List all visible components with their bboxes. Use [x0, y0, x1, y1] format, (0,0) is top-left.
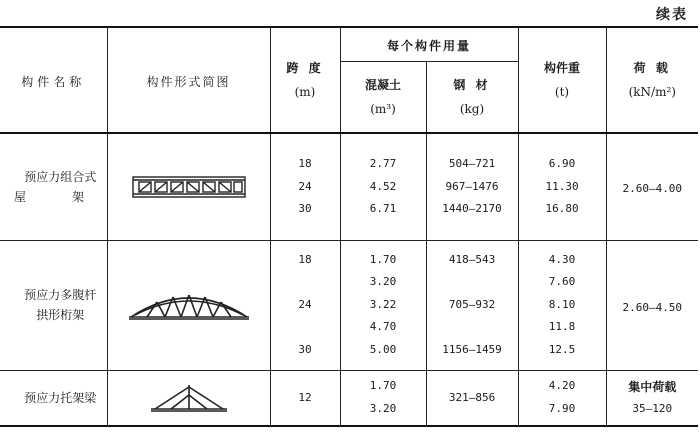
table-row	[0, 370, 698, 426]
row2-load: 2.60—4.50	[606, 240, 698, 370]
arched-truss-diagram	[107, 240, 270, 370]
row2-spans: 18 24 30	[270, 240, 340, 370]
row3-weight: 4.20 7.90	[518, 370, 606, 426]
header-name: 构件名称	[0, 27, 107, 133]
header-concrete: 混凝土 (m³)	[340, 61, 426, 133]
row1-concrete: 2.77 4.52 6.71	[340, 133, 426, 240]
row2-steel: 418—543 705—932 1156—1459	[426, 240, 518, 370]
table-row	[0, 240, 698, 370]
table-row	[0, 133, 698, 240]
continued-label: 续表	[656, 7, 688, 23]
header-span: 跨 度 (m)	[270, 27, 340, 133]
component-table	[0, 26, 698, 427]
row1-name: 预应力组合式 屋 架	[0, 133, 107, 240]
row2-name: 预应力多腹杆 拱形桁架	[0, 240, 107, 370]
header-weight: 构件重 (t)	[518, 27, 606, 133]
row1-weight: 6.90 11.30 16.80	[518, 133, 606, 240]
header-load: 荷 载 (kN/m²)	[606, 27, 698, 133]
composite-truss-diagram	[107, 133, 270, 240]
row1-steel: 504—721 967—1476 1440—2170	[426, 133, 518, 240]
row2-concrete: 1.70 3.20 3.22 4.70 5.00	[340, 240, 426, 370]
row3-spans: 12	[270, 370, 340, 426]
row1-spans: 18 24 30	[270, 133, 340, 240]
row1-load: 2.60—4.00	[606, 133, 698, 240]
row3-load: 集中荷载 35—120	[606, 370, 698, 426]
row3-concrete: 1.70 3.20	[340, 370, 426, 426]
row2-weight: 4.30 7.60 8.10 11.8 12.5	[518, 240, 606, 370]
row3-steel: 321—856	[426, 370, 518, 426]
header-steel: 钢 材 (kg)	[426, 61, 518, 133]
header-usage-group: 每个构件用量	[340, 27, 518, 61]
support-beam-diagram	[107, 370, 270, 426]
header-diagram: 构件形式简图	[107, 27, 270, 133]
row3-name: 预应力托架梁	[24, 390, 97, 405]
